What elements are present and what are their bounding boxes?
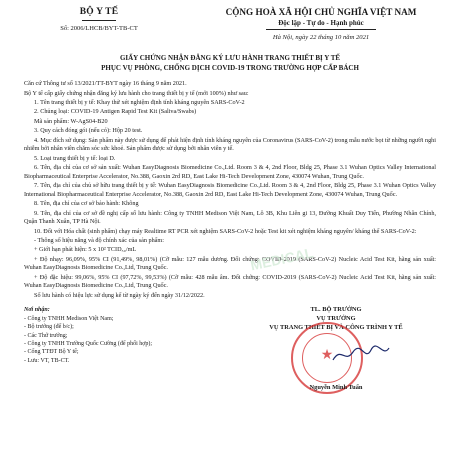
body-paragraph: 2. Chủng loại: COVID-19 Antigen Rapid Test Kit (Saliva/Swabs)	[34, 108, 197, 116]
body-paragraph: 1. Tên trang thiết bị y tế: Khay thử xét nghiệm định tính kháng nguyên SARS-CoV-2	[34, 98, 245, 106]
recipients-block	[24, 306, 204, 365]
body-paragraph: 8. Tên, địa chỉ của cơ sở bảo hành: Không	[34, 200, 139, 208]
body-paragraph: 4. Mục đích sử dụng: Sản phẩm này được sử dụng để phát hiện định tính kháng nguyên của Coronavirus (SARS-CoV-2) trong mẫu nước bọt từ những người nghi nhiễm bởi nhân viên chăm sóc sức khoẻ. Sản phẩm được sử dụng bởi nhân viên y tế.	[24, 136, 436, 153]
signature-line-1: TL. BỘ TRƯỞNG	[310, 306, 362, 314]
date-line: Hà Nội, ngày 22 tháng 10 năm 2021	[272, 34, 370, 42]
body-paragraph: 9. Tên, địa chỉ của cơ sở đề nghị cấp số lưu hành: Công ty TNHH Medison Việt Nam, Lô 3B, Khu Liên gi 13, Đường Khuất Duy Tiến, Phường Nhân Chính, Quận Thanh Xuân, TP Hà Nội.	[24, 209, 436, 226]
body-paragraph: - Thông số hiệu năng và độ chính xác của sản phẩm:	[34, 236, 164, 244]
header-right	[206, 6, 436, 42]
recipient-item: - Bộ trưởng (để b/c);	[24, 324, 74, 331]
watermark-text: MEDICAL	[248, 244, 315, 274]
document-number: Số: 2006/LHCB/BYT-TB-CT	[60, 24, 138, 32]
stamp-star-icon: ★	[320, 348, 334, 364]
body-paragraph: 3. Quy cách đóng gói (nếu có): Hộp 20 test.	[34, 127, 143, 135]
nation-motto: Độc lập - Tự do - Hạnh phúc	[278, 18, 364, 27]
document-title	[24, 54, 436, 73]
recipient-item: - Công ty TNHH Trường Quốc Cường (để phối hợp);	[24, 340, 153, 347]
signature-block	[236, 306, 436, 392]
signer-name: Nguyễn Minh Tuấn	[309, 384, 363, 392]
body-paragraph: 10. Đối với Hóa chất (sinh phẩm) chạy máy Realtime RT PCR xét nghiệm SARS-CoV-2 hoặc Test kit xét nghiệm kháng nguyên/ kháng thể SARS-CoV-2:	[34, 227, 417, 235]
body-paragraph: + Độ đặc hiệu: 99,06%, 95% CI (97,72%, 99,53%) (Cỡ mẫu: 428 mẫu âm. Đối chứng: COVID-2019 (SARS-CoV-2) Nucleic Acid Test Kit, hãng sản xuất: Wuhan EasyDiagnosis Biomedicine Co.,Ltd, Trung Quốc.	[24, 273, 436, 290]
signature-line-3: VỤ TRANG THIẾT BỊ VÀ CÔNG TRÌNH Y TẾ	[269, 324, 403, 332]
header-left	[24, 6, 174, 42]
body-paragraph: + Giới hạn phát hiện: 5 x 10² TCID₅₀/mL	[34, 246, 137, 254]
recipient-item: - Các Thứ trưởng;	[24, 332, 68, 339]
handwritten-signature-icon	[331, 344, 391, 366]
ministry-underline	[82, 20, 116, 21]
body-paragraph: 7. Tên, địa chỉ của chủ sở hữu trang thiết bị y tế: Wuhan EasyDiagnosis Biomedicine Co.,Ltd. Room 3 & 4, 2nd Floor, Bldg 25, Phase 3.1 Wuhan Optics Valley International Biopharmaceutical Enterprise Accelerator, No.388, Gaoxin 2rd RD, East Lake Hi-Tech Development Zone, 430074 Wuhan, Trung Quốc.	[24, 182, 436, 198]
document-body	[24, 80, 436, 300]
document-footer	[24, 306, 436, 392]
body-paragraph: Số lưu hành có hiệu lực sử dụng kể từ ngày ký đến ngày 31/12/2022.	[34, 291, 205, 299]
motto-underline	[266, 29, 376, 30]
body-paragraph: 5. Loại trang thiết bị y tế: loại D.	[34, 154, 116, 162]
document-header	[24, 6, 436, 42]
recipient-item: - Lưu: VT, TB-CT.	[24, 357, 70, 364]
signature-line-2: VỤ TRƯỞNG	[316, 315, 356, 323]
recipient-item: - Cổng TTĐT Bộ Y tế;	[24, 349, 79, 356]
body-paragraph: Bộ Y tế cấp giấy chứng nhận đăng ký lưu hành cho trang thiết bị y tế (mới 100%) như sau:	[24, 89, 249, 97]
title-line-2: PHỤC VỤ PHÒNG, CHỐNG DỊCH COVID-19 TRONG TRƯỜNG HỢP CẤP BÁCH	[101, 63, 359, 72]
body-paragraph: Căn cứ Thông tư số 13/2021/TT-BYT ngày 16 tháng 9 năm 2021.	[24, 80, 187, 88]
recipients-title: Nơi nhận:	[24, 307, 50, 314]
nation-title: CỘNG HOÀ XÃ HỘI CHỦ NGHĨA VIỆT NAM	[225, 7, 417, 17]
body-paragraph: Mã sản phẩm: W-AgS04-B20	[34, 117, 108, 125]
body-paragraph: 6. Tên, địa chỉ của cơ sở sản xuất: Wuhan EasyDiagnosis Biomedicine Co.,Ltd. Room 3 & 4, 2nd Floor, Bldg 25, Phase 3.1 Wuhan Optics Valley International Biopharmaceutical Enterprise Accelerator, No.388, Gaoxin 2rd RD, East Lake Hi-Tech Development Zone, 430074 Wuhan, Trung Quốc.	[24, 164, 436, 180]
body-paragraph: + Độ nhạy: 96,09%, 95% CI (91,49%, 98,01%) (Cỡ mẫu: 127 mẫu dương. Đối chứng: COVID-2019 (SARS-CoV-2) Nucleic Acid Test Kit, hãng sản xuất: Wuhan EasyDiagnosis Biomedicine Co.,Ltd, Trung Quốc.	[24, 255, 436, 272]
ministry-name: BỘ Y TẾ	[79, 7, 119, 17]
recipient-item: - Công ty TNHH Medison Việt Nam;	[24, 315, 114, 322]
title-line-1: GIẤY CHỨNG NHẬN ĐĂNG KÝ LƯU HÀNH TRANG THIẾT BỊ Y TẾ	[119, 54, 341, 63]
